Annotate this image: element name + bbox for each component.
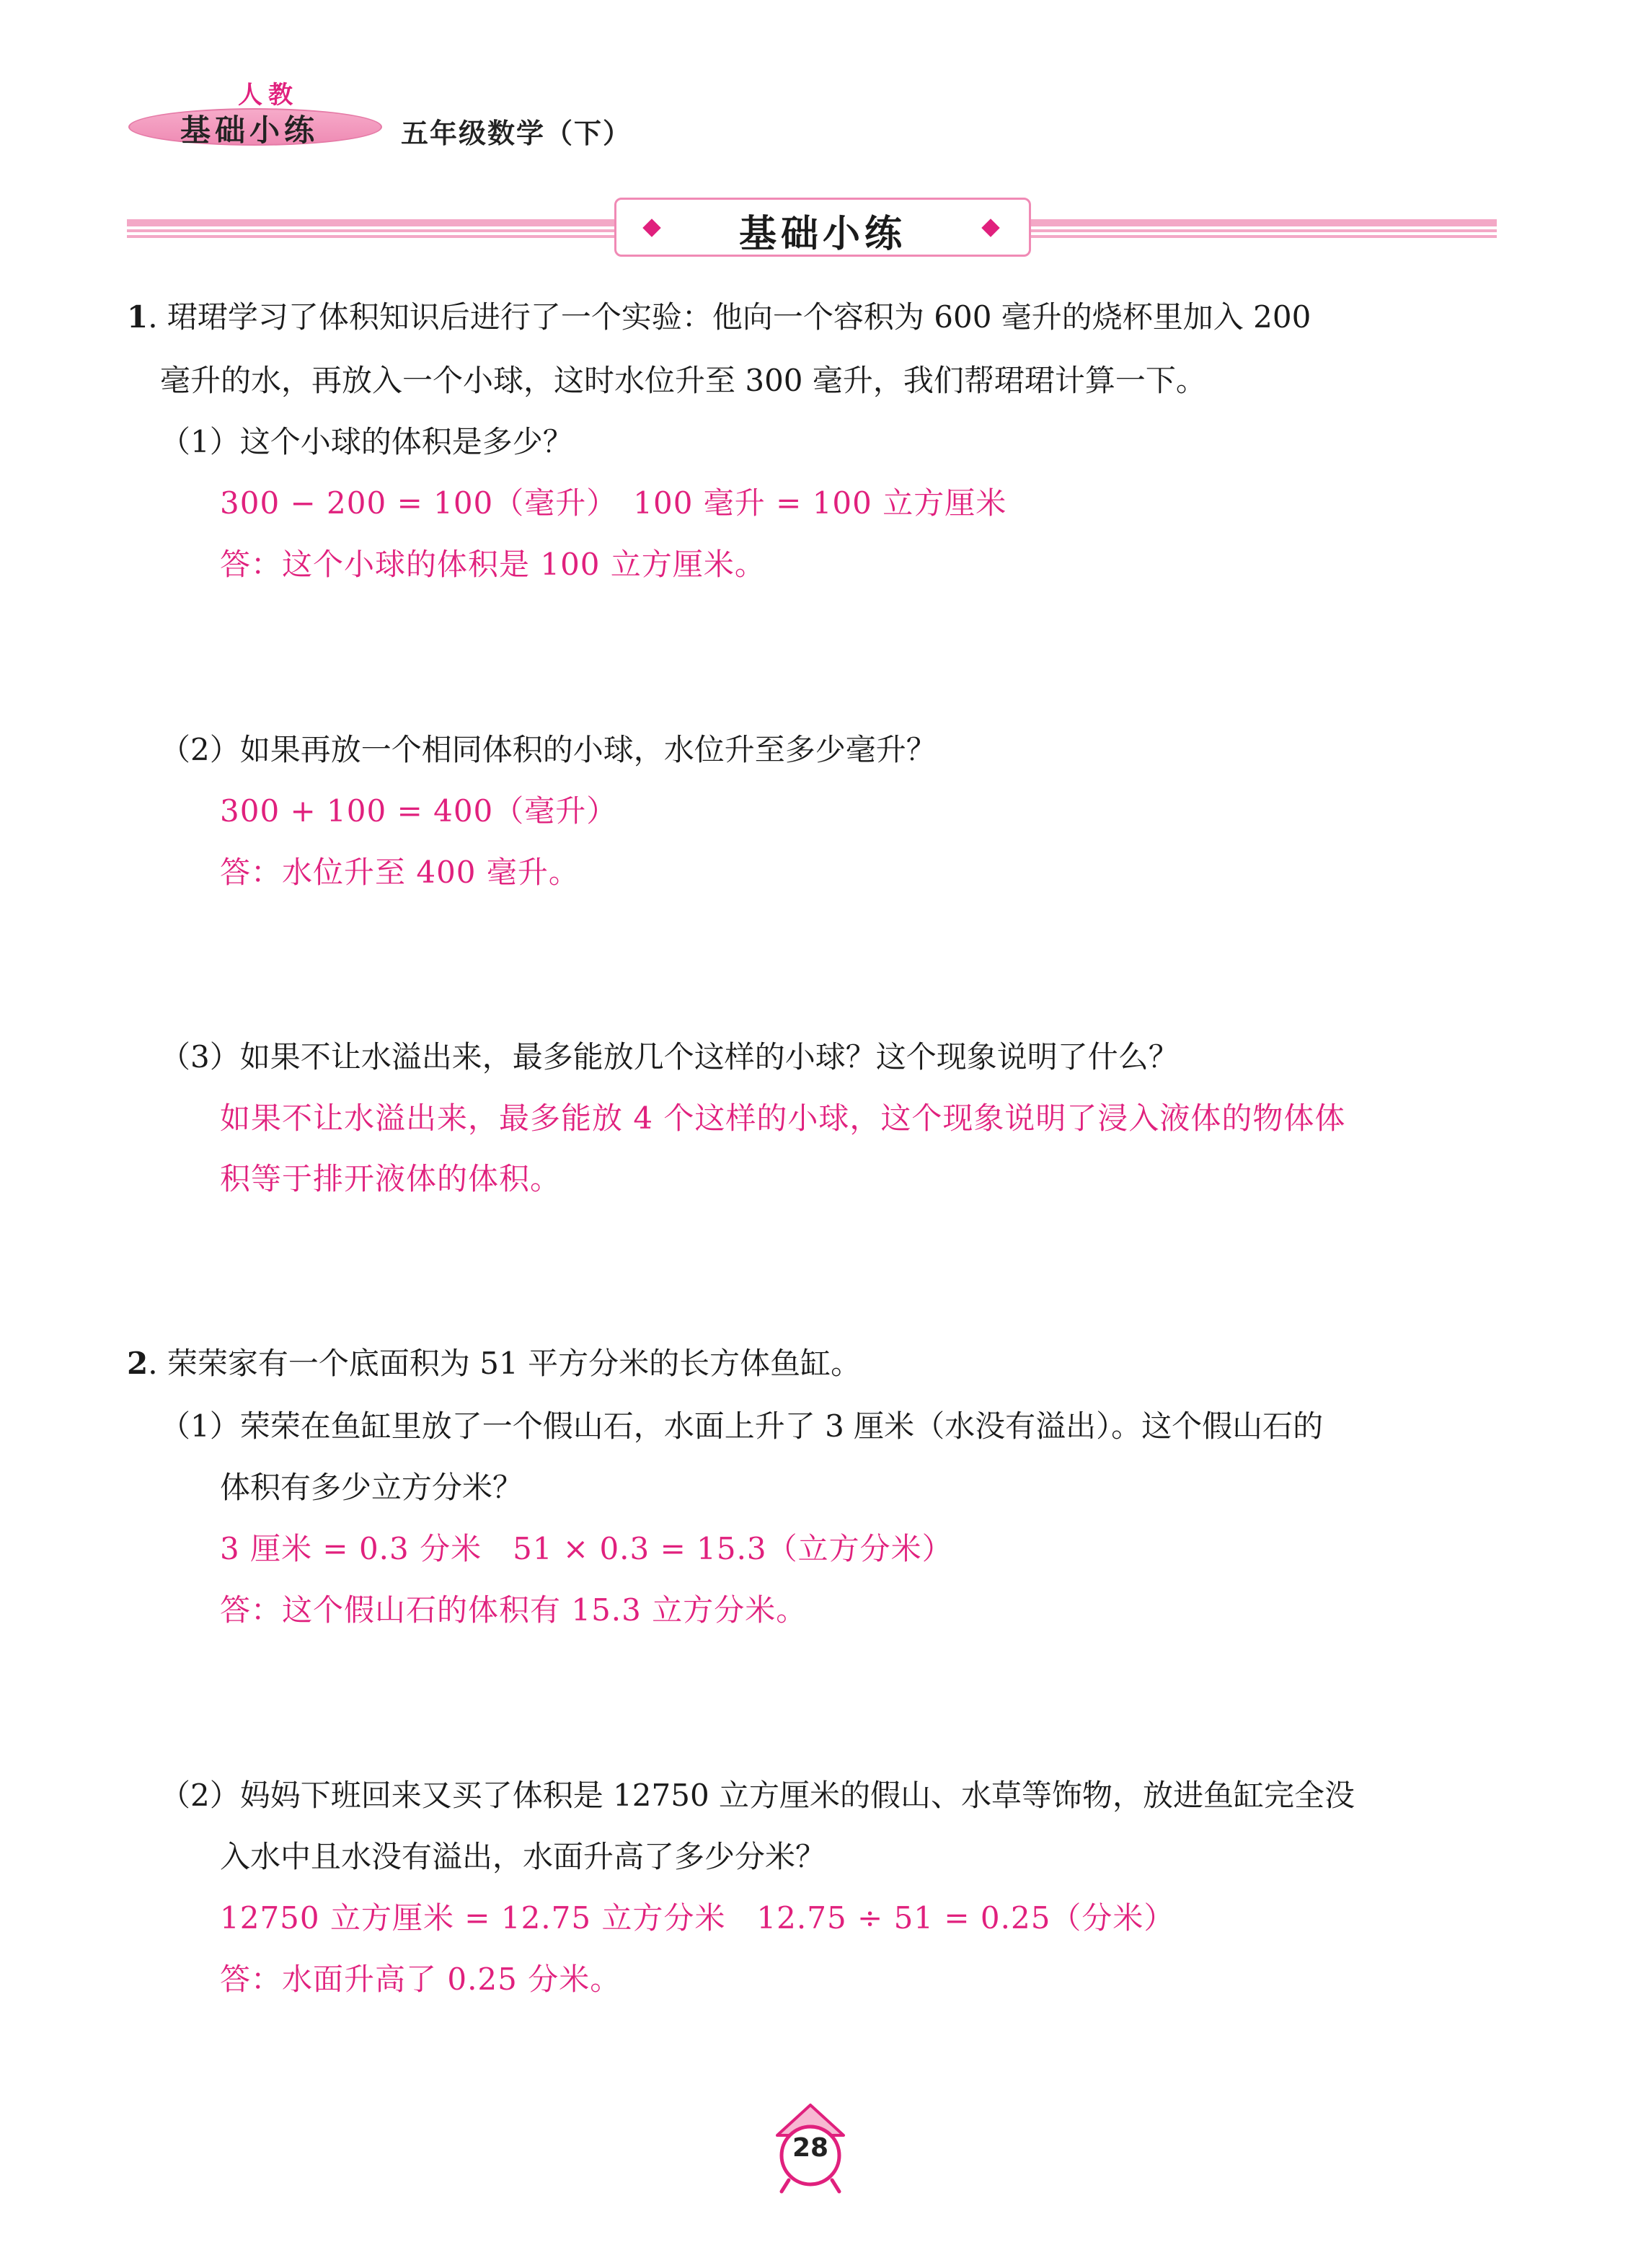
q2-part1-question-line1: （1）荣荣在鱼缸里放了一个假山石，水面上升了 3 厘米（水没有溢出）。这个假山石的 — [160, 1408, 1324, 1444]
q2-part1-answer-statement: 答：这个假山石的体积有 15.3 立方分米。 — [220, 1592, 808, 1628]
q1-part3-question: （3）如果不让水溢出来，最多能放几个这样的小球？这个现象说明了什么？ — [160, 1039, 1179, 1075]
q2-part2-answer-statement: 答：水面升高了 0.25 分米。 — [220, 1962, 621, 1997]
page-number: 28 — [792, 2133, 829, 2163]
q1-part3-answer-line1: 如果不让水溢出来，最多能放 4 个这样的小球，这个现象说明了浸入液体的物体体 — [220, 1100, 1346, 1136]
q1-stem-line2: 毫升的水，再放入一个小球，这时水位升至 300 毫升，我们帮珺珺计算一下。 — [160, 363, 1206, 398]
publisher-label: 人教 — [238, 81, 298, 110]
q2-part2-question-line1: （2）妈妈下班回来又买了体积是 12750 立方厘米的假山、水草等饰物，放进鱼缸完全没 — [160, 1778, 1355, 1813]
q2-part2-answer-calc: 12750 立方厘米 = 12.75 立方分米 12.75 ÷ 51 = 0.25（分米） — [220, 1900, 1175, 1936]
q1-part2-question: （2）如果再放一个相同体积的小球，水位升至多少毫升？ — [160, 732, 937, 767]
book-title: 五年级数学（下） — [401, 118, 632, 149]
q2-part2-question-line2: 入水中且水没有溢出，水面升高了多少分米？ — [220, 1839, 826, 1874]
q1-part2-answer-calc: 300 + 100 = 400（毫升） — [220, 793, 618, 829]
q1-part1-answer-calc: 300 − 200 = 100（毫升） 100 毫升 = 100 立方厘米 — [220, 485, 1007, 521]
q2-number: 2 — [127, 1346, 149, 1381]
q1-part1-answer-statement: 答：这个小球的体积是 100 立方厘米。 — [220, 547, 766, 582]
q2-stem: 2. 荣荣家有一个底面积为 51 平方分米的长方体鱼缸。 — [127, 1346, 862, 1381]
q1-stem-line1: 1. 珺珺学习了体积知识后进行了一个实验：他向一个容积为 600 毫升的烧杯里加入 200 — [127, 299, 1311, 335]
q2-part1-question-line2: 体积有多少立方分米？ — [220, 1470, 523, 1505]
series-title: 基础小练 — [180, 112, 319, 148]
section-title: 基础小练 — [738, 213, 906, 256]
q1-part1-question: （1）这个小球的体积是多少？ — [160, 424, 573, 459]
q2-part1-answer-calc: 3 厘米 = 0.3 分米 51 × 0.3 = 15.3（立方分米） — [220, 1531, 953, 1566]
q1-part2-answer-statement: 答：水位升至 400 毫升。 — [220, 855, 580, 890]
q1-part3-answer-line2: 积等于排开液体的体积。 — [220, 1161, 562, 1196]
q1-number: 1 — [127, 299, 149, 335]
